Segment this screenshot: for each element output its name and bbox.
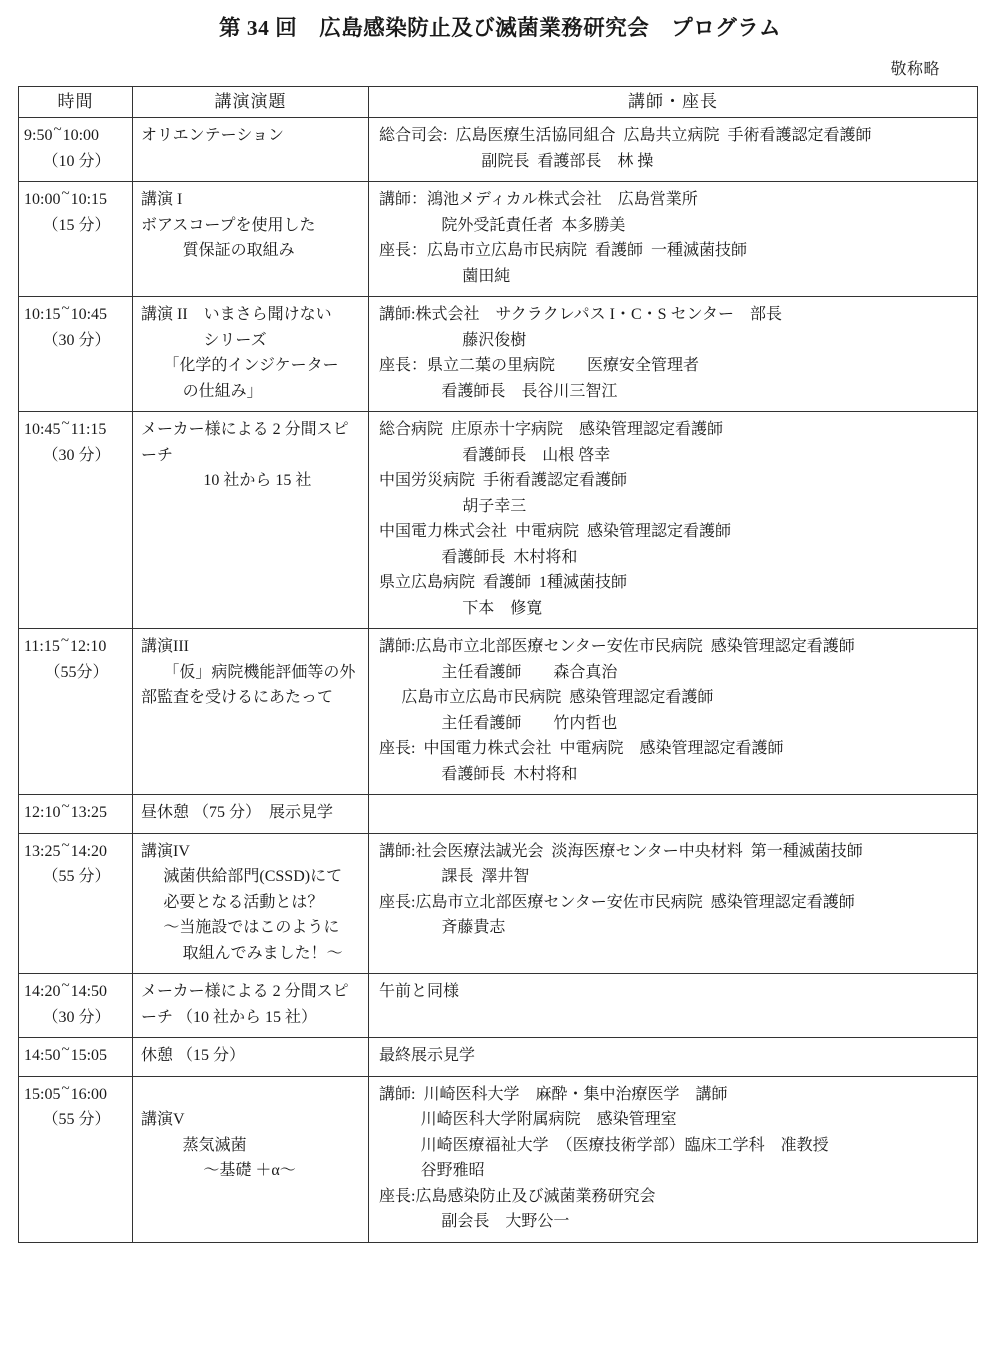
cell-topic [133,412,369,629]
table-row [19,833,978,974]
time-range: 12:10~13:25 [24,799,108,821]
table-row [19,1076,978,1242]
topic-line: 講演III [141,638,189,655]
people-line: 看護師長 山根 啓幸 [462,446,611,464]
people-line: 総合司会: 広島医療生活協同組合 広島共立病院 手術看護認定看護師 [379,127,872,144]
topic-line: シリーズ [203,331,267,349]
people-line: 講師:社会医療法誠光会 淡海医療センター中央材料 第一種滅菌技師 [379,842,863,860]
cell-time [19,412,133,629]
time-range: 15:05~16:00 [24,1080,108,1103]
cell-time [19,1076,133,1242]
people-line: 広島市立広島市民病院 感染管理認定看護師 [401,689,714,706]
topic-line: 蒸気滅菌 [182,1136,247,1154]
time-range: 10:00~10:15 [24,186,108,208]
topic-line: 「仮」病院機能評価等の外 [163,663,356,681]
time-duration: （55 分） [42,868,111,885]
time-range: 11:15~12:10 [24,633,107,655]
cell-people [369,629,978,795]
topic-line: 〜基礎 ＋α〜 [203,1162,296,1179]
people-line: 講師: 川崎医科大学 麻酔・集中治療医学 講師 [379,1085,728,1103]
cell-topic [133,182,369,297]
cell-time [19,297,133,412]
cell-topic [133,629,369,795]
time-duration: （30 分） [42,331,111,349]
people-line: 下本 修寛 [462,599,543,617]
column-header-topic: 講演演題 [133,87,369,118]
cell-topic [133,118,369,182]
table-row [19,118,978,182]
people-line: 座長:広島市立北部医療センター安佐市民病院 感染管理認定看護師 [379,893,855,911]
people-line: 胡子幸三 [462,497,527,515]
topic-line: ーチ （10 社から 15 社） [141,1008,318,1026]
people-line: 午前と同様 [379,983,460,1000]
table-row [19,1038,978,1077]
topic-line: メーカー様による 2 分間スピ [141,983,349,1000]
people-line: 講師:広島市立北部医療センター安佐市民病院 感染管理認定看護師 [379,638,855,655]
column-header-time: 時間 [19,87,133,118]
topic-line: 質保証の取組み [182,242,295,259]
people-line: 講師：鴻池メディカル株式会社 広島営業所 [379,191,698,208]
people-line: 中国労災病院 手術看護認定看護師 [379,472,628,489]
topic-line: オリエンテーション [141,127,285,144]
cell-people [369,297,978,412]
time-duration: （55 分） [42,1111,111,1128]
topic-line: 講演V [141,1111,185,1128]
people-line: 主任看護師 森合真治 [441,663,618,681]
page-title: 第 34 回 広島感染防止及び滅菌業務研究会 プログラム [218,16,782,40]
program-table-container [18,86,977,1243]
topic-line: 講演 II いまさら聞けない [141,306,332,323]
table-header-row [19,87,978,118]
people-line: 座長:広島感染防止及び滅菌業務研究会 [379,1187,656,1205]
people-line: 看護師長 長谷川三智江 [441,382,618,400]
people-line: 川崎医療福祉大学 （医療技術学部）臨床工学科 准教授 [420,1136,829,1154]
people-line: 主任看護師 竹内哲也 [441,714,618,732]
table-row [19,182,978,297]
time-range: 10:15~10:45 [24,301,108,323]
topic-line: 滅菌供給部門(CSSD)にて [163,868,343,885]
time-range: 14:20~14:50 [24,978,108,1000]
topic-line: メーカー様による 2 分間スピ [141,421,349,438]
topic-line: 昼休憩 （75 分） 展示見学 [141,804,334,821]
people-line: 最終展示見学 [379,1047,476,1064]
people-line: 課長 澤井智 [441,868,530,885]
cell-people [369,118,978,182]
topic-line: 取組んでみました！〜 [182,944,343,962]
table-row [19,795,978,834]
people-line: 講師:株式会社 サクラクレパス I・C・S センター 部長 [379,306,782,323]
cell-time [19,1038,133,1077]
topic-line: 「化学的インジケーター [163,357,339,374]
people-line: 谷野雅昭 [420,1162,485,1179]
topic-line: 必要となる活動とは？ [163,893,324,911]
cell-time [19,629,133,795]
people-line: 薗田純 [462,267,511,285]
time-duration: （10 分） [42,152,111,170]
topic-line: 10 社から 15 社 [203,472,312,489]
cell-time [19,118,133,182]
table-row [19,412,978,629]
people-line: 看護師長 木村将和 [441,765,578,783]
topic-line: ーチ [141,446,174,464]
time-range: 14:50~15:05 [24,1042,108,1064]
people-line: 院外受託責任者 本多勝美 [441,216,626,234]
honorific-note: 敬称略 [890,60,940,78]
topic-line: 講演IV [141,842,190,860]
cell-topic [133,795,369,834]
cell-people [369,1038,978,1077]
people-line: 藤沢俊樹 [462,331,527,349]
people-line: 中国電力株式会社 中電病院 感染管理認定看護師 [379,523,732,540]
cell-time [19,974,133,1038]
people-line: 総合病院 庄原赤十字病院 感染管理認定看護師 [379,421,724,438]
cell-people [369,833,978,974]
time-duration: （30 分） [42,446,111,464]
layout-spacer [141,1082,362,1108]
topic-line: の仕組み」 [182,382,263,400]
time-duration: （30 分） [42,1008,111,1026]
people-line: 副会長 大野公一 [441,1213,570,1230]
time-duration: （15 分） [42,216,111,234]
topic-line: 講演 I [141,191,183,208]
cell-people [369,412,978,629]
table-header [19,87,978,118]
table-body [19,118,978,1243]
table-row [19,974,978,1038]
cell-topic [133,974,369,1038]
time-range: 10:45~11:15 [24,416,107,438]
cell-time [19,182,133,297]
cell-people [369,182,978,297]
people-line: 副院長 看護部長 林 操 [481,152,654,170]
program-table [18,86,978,1243]
cell-people [369,795,978,834]
table-row [19,297,978,412]
people-line: 看護師長 木村将和 [441,548,578,566]
people-line: 座長：広島市立広島市民病院 看護師 一種滅菌技師 [379,242,748,259]
cell-topic [133,1076,369,1242]
people-line: 座長：県立二葉の里病院 医療安全管理者 [379,357,700,374]
table-row [19,629,978,795]
time-range: 9:50~10:00 [24,122,100,144]
cell-topic [133,297,369,412]
people-line: 県立広島病院 看護師 1種滅菌技師 [379,574,628,591]
cell-people [369,1076,978,1242]
people-line: 川崎医科大学附属病院 感染管理室 [420,1111,677,1128]
topic-line: 部監査を受けるにあたって [141,689,334,706]
cell-time [19,795,133,834]
cell-topic [133,833,369,974]
topic-line: 休憩 （15 分） [141,1047,246,1064]
cell-time [19,833,133,974]
topic-line: 〜当施設ではこのように [163,919,340,936]
cell-topic [133,1038,369,1077]
people-line: 座長: 中国電力株式会社 中電病院 感染管理認定看護師 [379,740,784,757]
column-header-people: 講師・座長 [369,87,978,118]
time-range: 13:25~14:20 [24,837,108,860]
time-duration: （55分） [44,663,109,681]
people-line: 斉藤貴志 [441,919,506,936]
topic-line: ボアスコープを使用した [141,216,316,234]
cell-people [369,974,978,1038]
